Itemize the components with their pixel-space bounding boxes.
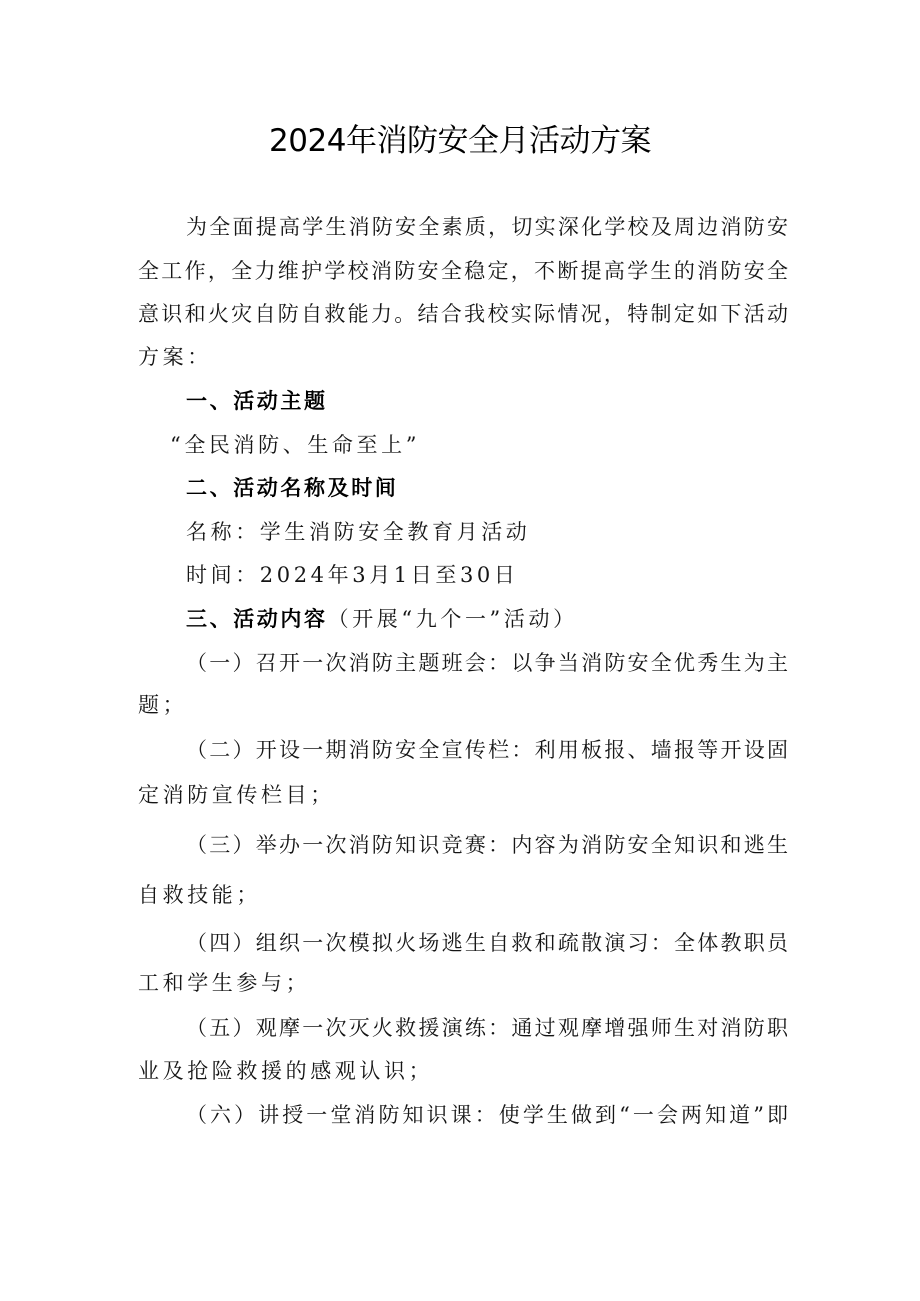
content-item-3-line-2: 自救技能； xyxy=(138,883,261,907)
section-3-heading xyxy=(186,604,846,634)
activity-theme: “全民消防、生命至上” xyxy=(170,433,421,457)
section-3-heading-bold: 三、活动内容 xyxy=(186,607,328,631)
intro-line-4: 方案： xyxy=(138,345,212,369)
intro-line-3: 意识和火灾自防自救能力。结合我校实际情况，特制定如下活动 xyxy=(138,302,788,326)
section-3-heading-note: （开展“九个一”活动） xyxy=(327,607,578,631)
content-item-4-line-2: 工和学生参与； xyxy=(138,971,311,995)
content-item-1-line-2: 题； xyxy=(138,693,188,717)
content-item-2-line-2: 定消防宣传栏目； xyxy=(138,783,335,807)
content-item-1-line-1: （一）召开一次消防主题班会：以争当消防安全优秀生为主 xyxy=(186,651,788,675)
content-item-4-line-1: （四）组织一次模拟火场逃生自救和疏散演习：全体教职员 xyxy=(186,931,788,955)
intro-line-1: 为全面提高学生消防安全素质，切实深化学校及周边消防安 xyxy=(186,215,788,239)
content-item-2-line-1: （二）开设一期消防安全宣传栏：利用板报、墙报等开设固 xyxy=(186,738,788,762)
content-item-5-line-1: （五）观摩一次灭火救援演练：通过观摩增强师生对消防职 xyxy=(186,1016,788,1040)
content-item-3-line-1: （三）举办一次消防知识竞赛：内容为消防安全知识和逃生 xyxy=(186,833,788,857)
section-2-heading: 二、活动名称及时间 xyxy=(186,476,399,500)
activity-time: 时间：2024年3月1日至30日 xyxy=(186,563,519,587)
activity-name: 名称：学生消防安全教育月活动 xyxy=(186,520,531,544)
content-item-6-line-1: （六）讲授一堂消防知识课：使学生做到“一会两知道”即 xyxy=(186,1103,788,1127)
section-1-heading: 一、活动主题 xyxy=(186,389,328,413)
document-title: 2024年消防安全月活动方案 xyxy=(269,123,651,159)
content-item-5-line-2: 业及抢险救援的感观认识； xyxy=(138,1059,434,1083)
intro-line-2: 全工作，全力维护学校消防安全稳定，不断提高学生的消防安全 xyxy=(138,259,788,283)
